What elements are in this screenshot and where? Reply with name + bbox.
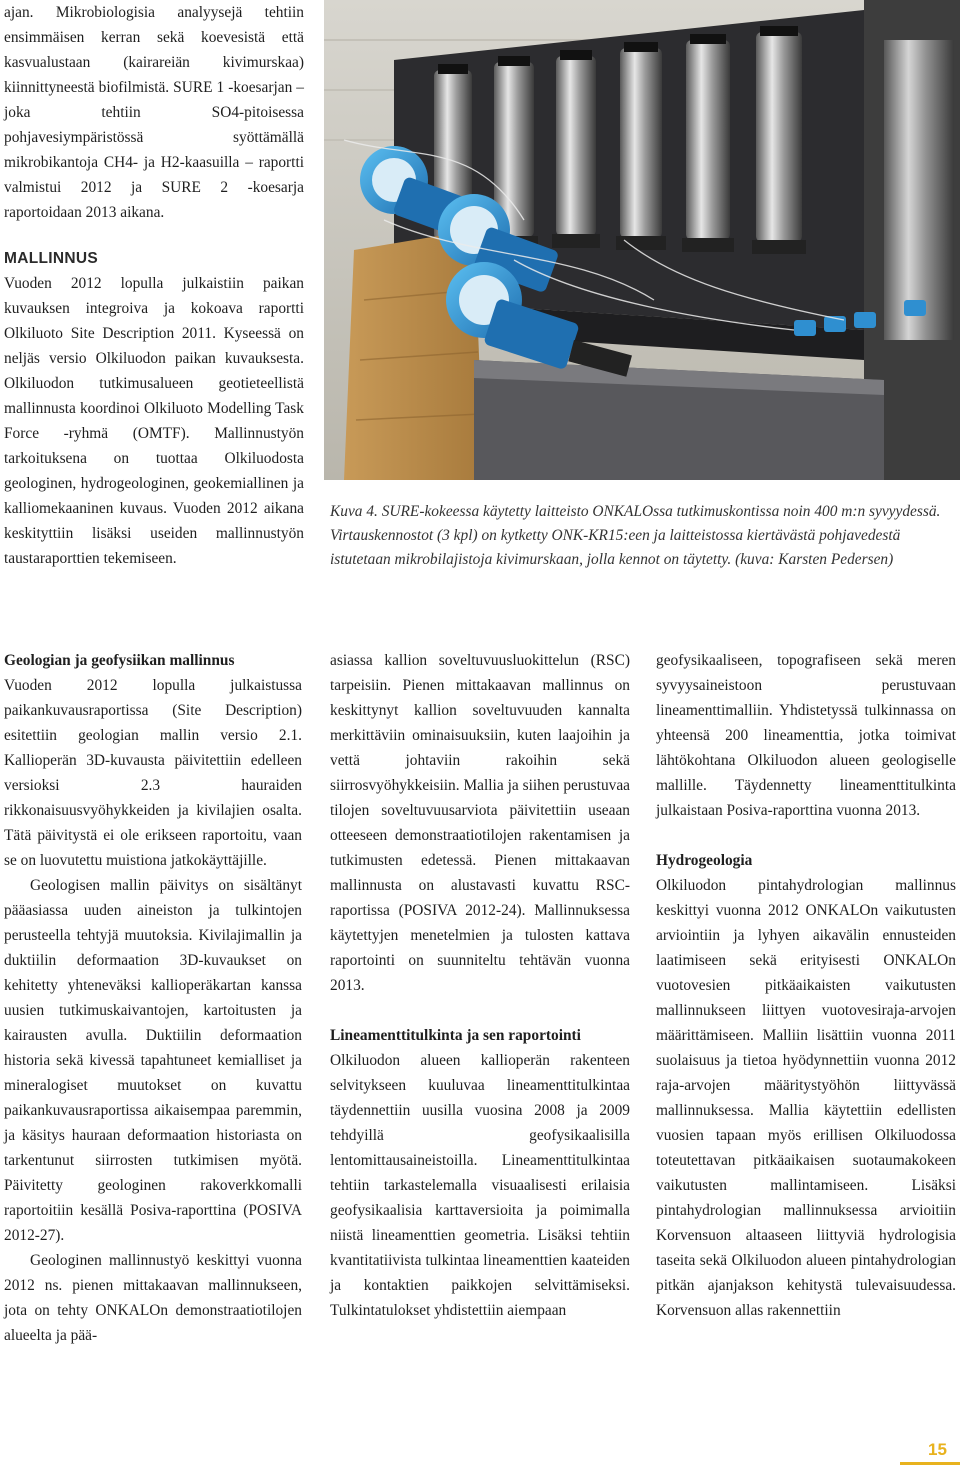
heading-lineamenttitulkinta: Lineamenttitulkinta ja sen raportointi (330, 1027, 581, 1044)
col2-paragraph-1: asiassa kallion soveltuvuusluokittelun (RSC) tarpeisiin. Pienen mittakaavan mallinnus on keskittynyt kallion soveltuvuuden kannalta merkittäviin ominaisuuksiin, kuten laajoihin ja vettä johtaviin rakoihin sekä siirrosvyöhykkeisiin. Mallia ja siihen perustuvaa tilojen soveltuvuusarviota päivitettiin useaan otteeseen demonstraatiotilojen rakentamisen ja tutkimusten edetessä. Pienen mittakaavan mallinnusta on alustavasti kuvattu RSC-raportissa (POSIVA 2012-24). Mallinnuksessa käytettyjen menetelmien ja tulosten kattava raportointi on suunniteltu tehtävän vuonna 2013. (330, 652, 630, 994)
section-heading-mallinnus: MALLINNUS (4, 250, 98, 267)
col2-paragraph-2: Olkiluodon alueen kallioperän rakenteen selvitykseen kuuluvaa lineamenttitulkintaa täydennettiin uusilla vuosina 2008 ja 2009 tehdyillä geofysikaalisilla lentomittausaineistoilla. Lineamenttitulkintaa tehtiin tarkastelemalla visuaalisesti erilaisia geofysikaalisia karttaversioita ja poimimalla niistä lineamenttien geometria. Lisäksi tehtiin kvantitatiivista tulkintaa lineamenttien kaateiden ja kontaktien paikkojen selvittämiseksi. Tulkintatulokset yhdistettiin aiempaan (330, 1052, 630, 1319)
geologia-paragraph-3: Geologinen mallinnustyö keskittyi vuonna 2012 ns. pienen mittakaavan mallinnukseen, jota on tehty ONKALOn demonstraatiotilojen alueelta ja pää- (4, 1252, 302, 1344)
page-number: 15 (928, 1440, 947, 1459)
geologia-paragraph-1: Vuoden 2012 lopulla julkaistussa paikankuvausraportissa (Site Description) esitettiin geologian mallin versio 2.1. Kallioperän 3D-kuvausta päivitettiin edelleen versioksi 2.3 hauraiden rikkonaisuusvyöhykkeiden ja kivilajien osalta. Tätä päivitystä ei ole erikseen raportoitu, vaan se on luovutettu muistiona jatkokäyttäjille. (4, 677, 302, 869)
figure-photo (324, 0, 960, 480)
heading-hydrogeologia: Hydrogeologia (656, 852, 753, 869)
page-number-rule (900, 1462, 960, 1465)
column-1 (4, 648, 302, 1348)
column-2 (330, 648, 630, 1323)
col3-paragraph-1: geofysikaaliseen, topografiseen sekä meren syvyysaineistoon perustuvaan lineamenttimalliin. Yhdistetyssä tulkinnassa on yhteensä 200 lineamenttia, jotka toimivat lähtökohtana Olkiluodon alueen geologiselle mallille. Täydennetty lineamenttitulkinta julkaistaan Posiva-raporttina vuonna 2013. (656, 652, 956, 819)
mallinnus-paragraph: Vuoden 2012 lopulla julkaistiin paikan kuvauksen integroiva ja kokoava raportti Olkiluoto Site Description 2011. Kyseessä on neljäs versio Olkiluodon paikan kuvauksesta. Olkiluodon tutkimusalueen geotieteellistä mallinnusta koordinoi Olkiluoto Modelling Task Force -ryhmä (OMTF). Mallinnustyön tarkoituksena on tuottaa Olkiluodosta geologinen, hydrogeologinen, geokemiallinen ja kalliomekaaninen kuvaus. Vuoden 2012 aikana keskityttiin lisäksi useiden mallinnustyön taustaraporttien tekemiseen. (4, 275, 304, 567)
intro-paragraph: ajan. Mikrobiologisia analyysejä tehtiin ensimmäisen kerran sekä koevesistä että kasvualustaan (kairareiän kivimurskaa) kiinnittyneestä biofilmistä. SURE 1 -koesarjan – joka tehtiin SO4-pitoisessa pohjavesiympäristössä syöttämällä mikrobikantoja CH4- ja H2-kaasuilla – raportti valmistui 2012 ja SURE 2 -koesarja raportoidaan 2013 aikana. (4, 4, 304, 221)
col3-paragraph-2: Olkiluodon pintahydrologian mallinnus keskittyi vuonna 2012 ONKALOn vaikutusten arviointiin ja lyhyen aikavälin ennusteiden laatimiseen sekä erityisesti ONKALOn vuotovesien pitkäaikaisten vaikutusten mallinnukseen liittyen vuotovesiraja-arvojen määrittämiseen. Malliin lisättiin vuonna 2011 suolaisuus ja tietoa hyödynnettiin vuonna 2012 raja-arvojen määritystyöhön liittyvässä mallinnuksessa. Mallia käytettiin edellisten vuosien tapaan myös erillisen Olkiluodossa toteutettavan pitkäaikaisen suotaumakokeen vaikutusten mallintamiseen. Lisäksi pintahydrologian mallinnuksessa arvioitiin Korvensuon altaaseen liittyviä hydrologisia taseita sekä Olkiluodon alueen pintahydrologian pitkän ajanjakson kehitystä tulevaisuudessa. Korvensuon allas rakennettiin (656, 877, 956, 1319)
heading-geologia: Geologian ja geofysiikan mallinnus (4, 652, 235, 669)
intro-column (4, 0, 304, 571)
geologia-paragraph-2: Geologisen mallin päivitys on sisältänyt pääasiassa uuden aineiston ja tulkintojen perusteella tehtyjä muutoksia. Kivilajimallin ja duktiilin deformaation 3D-kuvaukset on kehitetty yhteneväksi kallioperäkartan kanssa uusien tutkimuskaivantojen, kartoitusten ja kairausten avulla. Duktiilin deformaation historia sekä kivessä tapahtuneet kemialliset ja mineralogiset muutokset on kuvattu paikankuvausraportissa aikaisempaa paremmin, ja käsitys hauraan deformaation historiasta on tarkentunut siirrosten tutkimisen myötä. Päivitetty geologinen rakoverkkomalli raportoitiin kesällä Posiva-raporttina (POSIVA 2012-27). (4, 877, 302, 1244)
figure-caption: Kuva 4. SURE-kokeessa käytetty laitteisto ONKALOssa tutkimuskontissa noin 400 m:n syvyydessä. Virtauskennostot (3 kpl) on kytketty ONK-KR15:een ja laitteistossa kiertävästä pohjavedestä istutetaan mikrobilajistoja kivimurskaan, jolla kennot on täytetty. (kuva: Karsten Pedersen) (330, 503, 941, 568)
column-3 (656, 648, 956, 1323)
lab-equipment-illustration (324, 0, 960, 480)
